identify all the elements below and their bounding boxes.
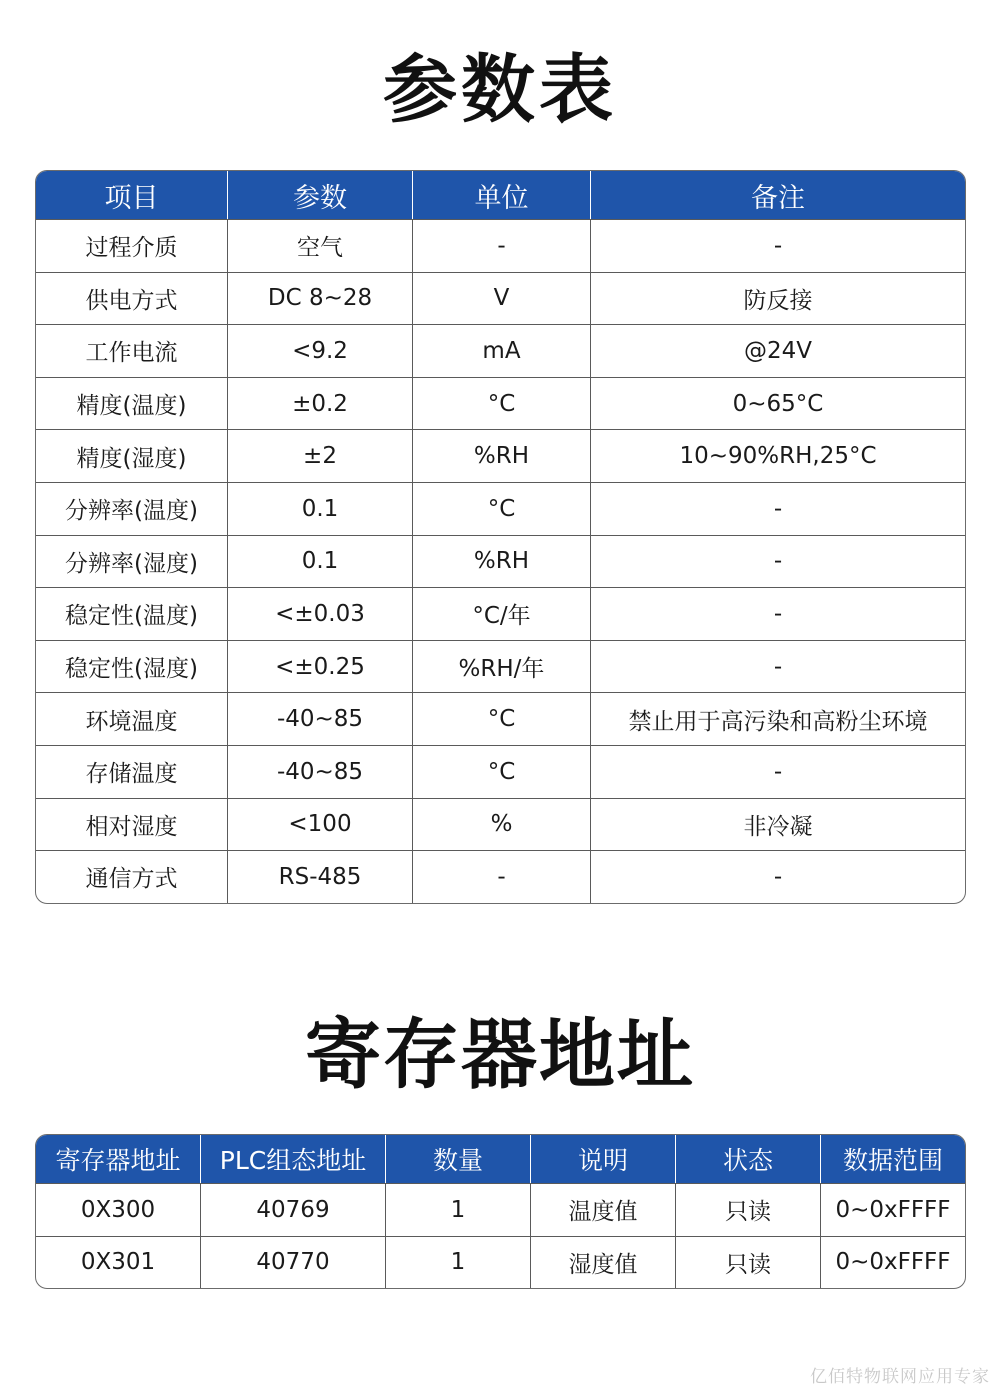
table-cell: - bbox=[591, 745, 965, 798]
register-header-cell: 数据范围 bbox=[821, 1135, 965, 1183]
table-row bbox=[36, 1236, 965, 1289]
register-body bbox=[36, 1183, 965, 1288]
table-row bbox=[36, 272, 965, 325]
watermark: 亿佰特物联网应用专家 bbox=[810, 1367, 990, 1387]
table-cell: - bbox=[413, 219, 591, 272]
table-cell: 温度值 bbox=[531, 1183, 676, 1236]
table-cell: 1 bbox=[386, 1183, 531, 1236]
table-cell: °C bbox=[413, 377, 591, 430]
table-cell: 稳定性(湿度) bbox=[36, 640, 228, 693]
params-header-cell: 参数 bbox=[228, 171, 413, 219]
table-cell: 只读 bbox=[676, 1236, 821, 1289]
table-cell: <9.2 bbox=[228, 324, 413, 377]
table-cell: 分辨率(温度) bbox=[36, 482, 228, 535]
table-cell: °C bbox=[413, 745, 591, 798]
table-cell: DC 8~28 bbox=[228, 272, 413, 325]
table-row bbox=[36, 429, 965, 482]
table-cell: 0.1 bbox=[228, 535, 413, 588]
table-cell: 精度(温度) bbox=[36, 377, 228, 430]
register-table bbox=[35, 1134, 966, 1289]
table-cell: 0~65°C bbox=[591, 377, 965, 430]
params-title: 参数表 bbox=[383, 47, 617, 133]
table-row bbox=[36, 640, 965, 693]
table-cell: <±0.03 bbox=[228, 587, 413, 640]
table-cell: %RH bbox=[413, 535, 591, 588]
table-row bbox=[36, 587, 965, 640]
table-cell: @24V bbox=[591, 324, 965, 377]
table-cell: 40769 bbox=[201, 1183, 386, 1236]
table-cell: 存储温度 bbox=[36, 745, 228, 798]
table-cell: 精度(湿度) bbox=[36, 429, 228, 482]
params-header-row bbox=[36, 171, 965, 219]
table-cell: 防反接 bbox=[591, 272, 965, 325]
table-cell: <100 bbox=[228, 798, 413, 851]
table-row bbox=[36, 1183, 965, 1236]
table-cell: 过程介质 bbox=[36, 219, 228, 272]
table-row bbox=[36, 482, 965, 535]
register-header-cell: 寄存器地址 bbox=[36, 1135, 201, 1183]
table-cell: °C/年 bbox=[413, 587, 591, 640]
table-cell: 工作电流 bbox=[36, 324, 228, 377]
table-cell: - bbox=[591, 219, 965, 272]
table-cell: 空气 bbox=[228, 219, 413, 272]
table-cell: V bbox=[413, 272, 591, 325]
table-cell: 通信方式 bbox=[36, 850, 228, 903]
params-header-cell: 备注 bbox=[591, 171, 965, 219]
table-cell: 供电方式 bbox=[36, 272, 228, 325]
table-cell: 10~90%RH,25°C bbox=[591, 429, 965, 482]
params-header-cell: 项目 bbox=[36, 171, 228, 219]
table-row bbox=[36, 798, 965, 851]
table-cell: 0X300 bbox=[36, 1183, 201, 1236]
table-cell: - bbox=[413, 850, 591, 903]
table-cell: 40770 bbox=[201, 1236, 386, 1289]
table-cell: %RH bbox=[413, 429, 591, 482]
table-row bbox=[36, 377, 965, 430]
table-cell: 0~0xFFFF bbox=[821, 1183, 965, 1236]
params-table bbox=[35, 170, 966, 904]
table-cell: - bbox=[591, 482, 965, 535]
table-cell: °C bbox=[413, 482, 591, 535]
table-cell: ±0.2 bbox=[228, 377, 413, 430]
table-cell: - bbox=[591, 640, 965, 693]
table-row bbox=[36, 850, 965, 903]
table-cell: mA bbox=[413, 324, 591, 377]
table-cell: 1 bbox=[386, 1236, 531, 1289]
table-cell: 禁止用于高污染和高粉尘环境 bbox=[591, 692, 965, 745]
table-cell: 湿度值 bbox=[531, 1236, 676, 1289]
table-row bbox=[36, 535, 965, 588]
register-header-cell: PLC组态地址 bbox=[201, 1135, 386, 1183]
register-header-cell: 状态 bbox=[676, 1135, 821, 1183]
table-cell: 0.1 bbox=[228, 482, 413, 535]
register-header-cell: 说明 bbox=[531, 1135, 676, 1183]
params-header-cell: 单位 bbox=[413, 171, 591, 219]
register-header-cell: 数量 bbox=[386, 1135, 531, 1183]
table-cell: 只读 bbox=[676, 1183, 821, 1236]
table-cell: % bbox=[413, 798, 591, 851]
table-row bbox=[36, 745, 965, 798]
params-body bbox=[36, 219, 965, 903]
table-row bbox=[36, 219, 965, 272]
table-cell: - bbox=[591, 587, 965, 640]
table-cell: %RH/年 bbox=[413, 640, 591, 693]
table-cell: 0~0xFFFF bbox=[821, 1236, 965, 1289]
table-cell: 分辨率(湿度) bbox=[36, 535, 228, 588]
table-cell: 稳定性(温度) bbox=[36, 587, 228, 640]
table-cell: - bbox=[591, 535, 965, 588]
table-cell: 环境温度 bbox=[36, 692, 228, 745]
table-cell: 相对湿度 bbox=[36, 798, 228, 851]
registers-title: 寄存器地址 bbox=[305, 1010, 695, 1099]
table-cell: 0X301 bbox=[36, 1236, 201, 1289]
table-row bbox=[36, 692, 965, 745]
table-cell: °C bbox=[413, 692, 591, 745]
table-cell: -40~85 bbox=[228, 745, 413, 798]
table-cell: 非冷凝 bbox=[591, 798, 965, 851]
table-row bbox=[36, 324, 965, 377]
table-cell: <±0.25 bbox=[228, 640, 413, 693]
table-cell: - bbox=[591, 850, 965, 903]
table-cell: ±2 bbox=[228, 429, 413, 482]
table-cell: -40~85 bbox=[228, 692, 413, 745]
table-cell: RS-485 bbox=[228, 850, 413, 903]
register-header-row bbox=[36, 1135, 965, 1183]
